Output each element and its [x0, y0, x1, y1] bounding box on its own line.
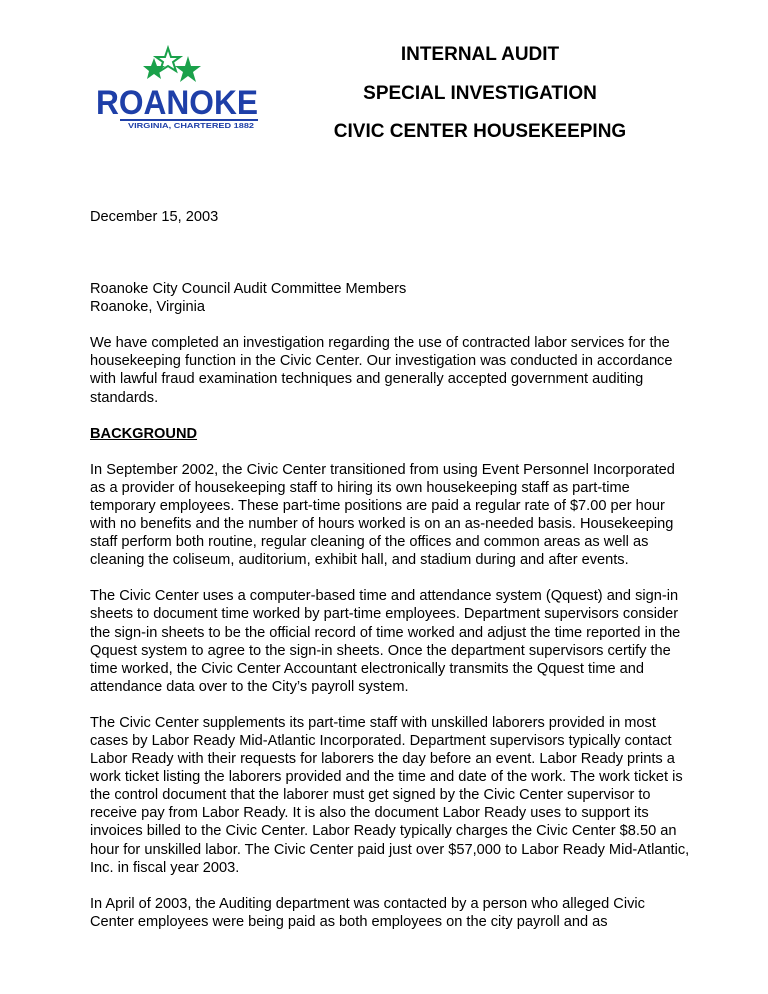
logo-tagline: VIRGINIA, CHARTERED 1882: [128, 123, 255, 130]
background-paragraph-3: The Civic Center supplements its part-time staff with unskilled laborers provided in most cases by Labor Ready Mid-Atlantic Incorporated. Department supervisors typically contact Labor Ready with their requests for laborers the day before an event. Labor Ready prints a work ticket listing the laborers provided and the time and date of the work. The work ticket is the control document that the laborer must get signed by the Civic Center supervisor to receive pay from Labor Ready. It is also the document Labor Ready uses to support its invoices billed to the Civic Center. Labor Ready typically charges the Civic Center $8.50 an hour for unskilled labor. The Civic Center paid just over $57,000 to Labor Ready Mid-Atlantic, Inc. in fiscal year 2003.: [90, 714, 690, 876]
letter-body: [90, 208, 690, 949]
section-heading: BACKGROUND: [90, 425, 198, 442]
letter-date: December 15, 2003: [90, 209, 219, 225]
document-title-block: [290, 44, 670, 160]
background-paragraph-1: In September 2002, the Civic Center transitioned from using Event Personnel Incorporated as a provider of housekeeping staff to hiring its own housekeeping staff as part-time temporary employees. These part-time positions are paid a regular rate of $7.00 per hour with no benefits and the number of hours worked is on an as-needed basis. Housekeeping staff perform both routine, regular cleaning of the offices and common areas as well as cleaning the coliseum, auditorium, exhibit hall, and stadium during and after events.: [90, 461, 675, 569]
title-line-3: CIVIC CENTER HOUSEKEEPING: [333, 121, 627, 142]
roanoke-logo: [92, 44, 264, 136]
recipient-line-2: Roanoke, Virginia: [90, 299, 205, 316]
intro-paragraph: We have completed an investigation regarding the use of contracted labor services for the housekeeping function in the Civic Center. Our investigation was conducted in accordance with lawful fraud examination techniques and generally accepted government auditing standards.: [90, 335, 673, 406]
logo-wordmark: ROANOKE: [96, 84, 258, 122]
title-line-1: INTERNAL AUDIT: [400, 44, 560, 65]
roanoke-logo-graphic: [92, 44, 264, 136]
star-icon: [175, 56, 201, 82]
recipient-line-1: Roanoke City Council Audit Committee Members: [90, 281, 407, 298]
background-paragraph-4: In April of 2003, the Auditing department was contacted by a person who alleged Civic Center employees were being paid as both employees on the city payroll and as: [90, 895, 645, 930]
background-paragraph-2: The Civic Center uses a computer-based time and attendance system (Qquest) and sign-in sheets to document time worked by part-time employees. Department supervisors consider the sign-in sheets to be the official record of time worked and adjust the time reported in the Qquest system to agree to the sign-in sheets. Once the department supervisors certify the time worked, the Civic Center Accountant electronically transmits the Qquest time and attendance data over to the City’s payroll system.: [90, 588, 681, 695]
title-line-2: SPECIAL INVESTIGATION: [363, 82, 597, 104]
